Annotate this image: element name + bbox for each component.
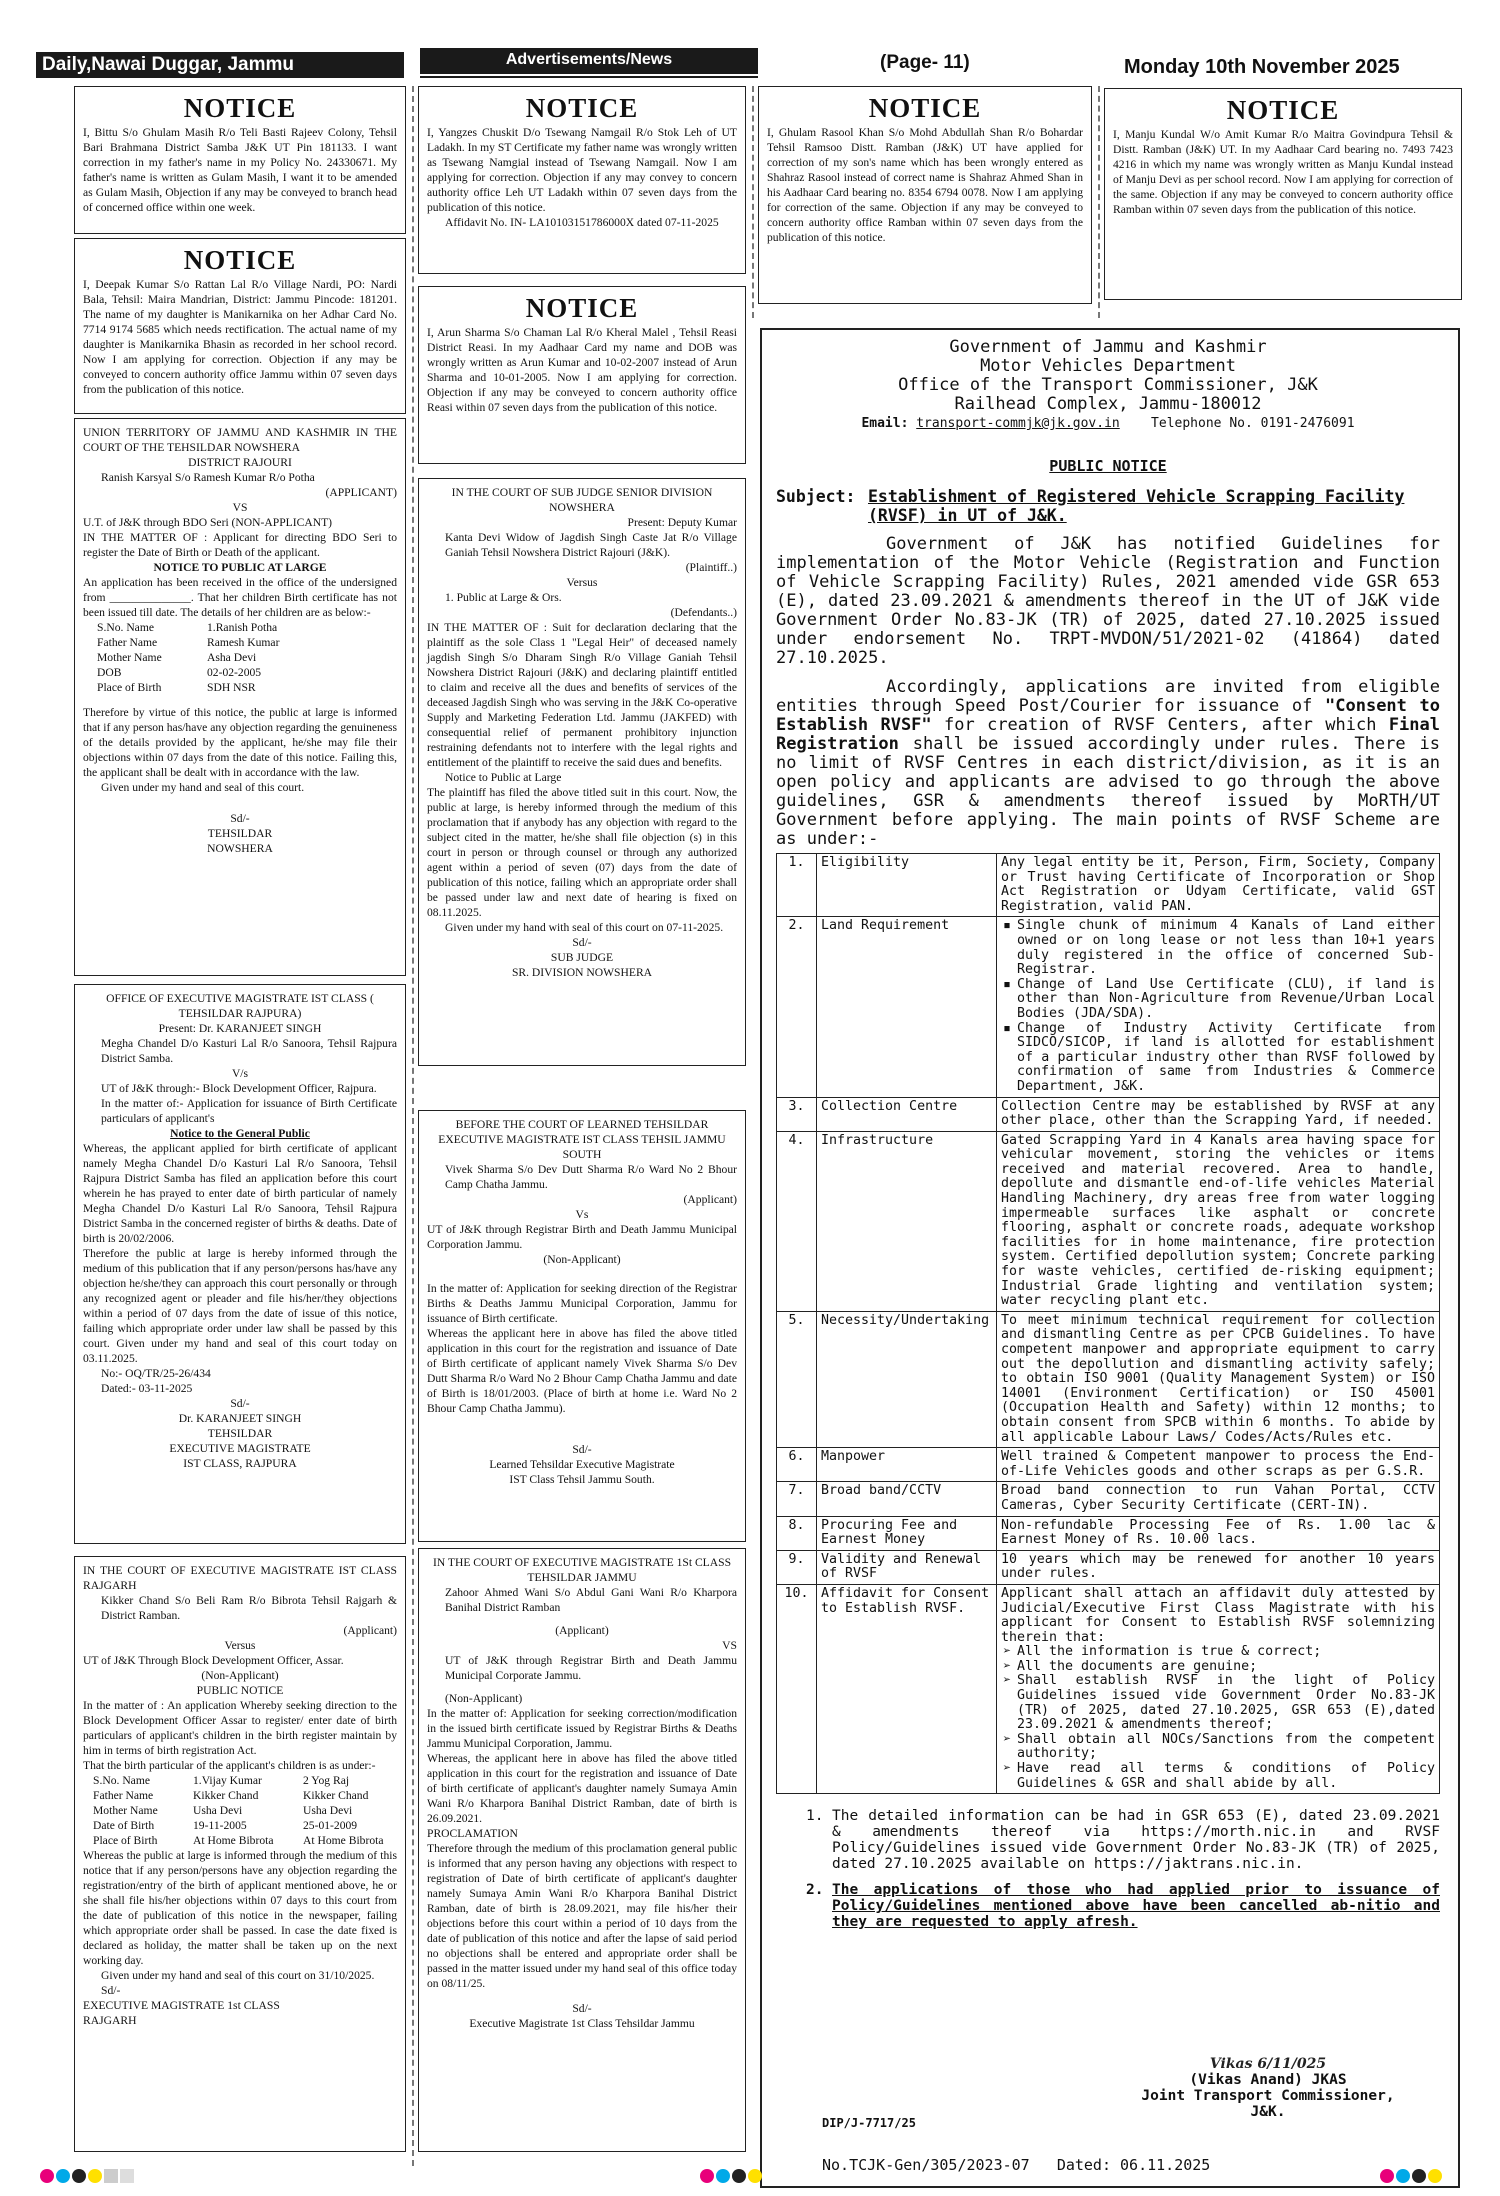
table-row <box>777 1131 1440 1311</box>
party: Kanta Devi Widow of Jagdish Singh Caste Jat R/o Village Ganiah Tehsil Nowshera District Rajouri (J&K). <box>445 531 737 559</box>
matter: In the matter of:- Application for issuance of Birth Certificate particulars of applicant's <box>101 1097 397 1125</box>
signatory-title: TEHSILDAR <box>207 1427 273 1440</box>
note-number: 1. <box>806 1808 824 1825</box>
table-row <box>83 1833 397 1848</box>
proclamation-title: PROCLAMATION <box>427 1827 518 1840</box>
row-point: Validity and Renewal of RVSF <box>817 1550 997 1584</box>
detail-value: 1.Ranish Potha <box>207 621 278 634</box>
row-number: 7. <box>777 1482 817 1516</box>
detail-label: Father Name <box>97 636 158 649</box>
list-item: ▪ Change of Land Use Certificate (CLU), if land is other than Non-Agriculture from Revenue/Urban Local Bodies (JDA/SDA). <box>1001 978 1435 1022</box>
row-number: 4. <box>777 1131 817 1311</box>
row-point: Manpower <box>817 1448 997 1482</box>
presiding-officer: Present: Deputy Kumar <box>627 516 737 529</box>
plaintiff-tag: (Plaintiff..) <box>685 561 737 574</box>
table-row <box>777 1448 1440 1482</box>
applicant-tag: (Applicant) <box>343 1624 397 1637</box>
grey-bar <box>120 2169 134 2183</box>
applicant-tag: (Applicant) <box>555 1624 609 1637</box>
table-cell: Mother Name <box>93 1804 158 1817</box>
list-item: ▪ Single chunk of minimum 4 Kanals of Land either owned or on long lease or not less than 10+1 years duly registered in the office of concerned Sub-Registrar. <box>1001 919 1435 977</box>
table-row <box>777 1516 1440 1550</box>
body-whereas: Whereas the public at large is informed through the medium of this notice that if any person/persons have any objection regarding the registration/entry of the birth of applicant mentioned above, he or she shall file his/her objections within 07 days to this court from the date of publication of this notice in the newspaper, failing which appropriate order shall be passed. In case the date fixed is declared as holiday, the matter shall be taken up on the next working day. <box>83 1849 397 1967</box>
notice-body: I, Yangzes Chuskit D/o Tsewang Namgail R/o Stok Leh of UT Ladakh. In my ST Certificate my father name was wrongly written as Tsewang Namgial instead of Tsewang Namgail. Now I am applying for correction. Objection if any may convey to concern authority office Leh UT Ladakh within 07 seven days from the publication of this notice. <box>427 126 737 214</box>
party: Ranish Karsyal S/o Ramesh Kumar R/o Potha <box>101 471 315 484</box>
subject-label: Subject: <box>776 487 856 506</box>
handwritten-signature: Vikas 6/11/025 <box>1209 2056 1327 2072</box>
table-cell: Kikker Chand <box>303 1789 369 1802</box>
notice-tehsildar-nowshera <box>74 418 406 976</box>
page-number: (Page- 11) <box>880 52 970 73</box>
body-proclamation: Therefore through the medium of this proclamation general public is informed that any person having any objections with respect to registration of Date of birth certificate of applicant's daughter namely Sumaya Amin Wani R/o Kharpora Banihal District Ramban, date of birth is 28.09.2021, may file his/her their objections before this court within a period of 10 days from the date of publication of this notice and after the lapse of said period no objections shall be entered and appropriate order shall be passed in the matter issued under my hand seal of this office today on 08/11/25. <box>427 1842 737 1990</box>
notice-rajgarh <box>74 1556 406 2152</box>
details-table <box>83 1773 397 1848</box>
court-title: IN THE COURT OF EXECUTIVE MAGISTRATE 1St CLASS TEHSILDAR JAMMU <box>432 1556 732 1584</box>
detail-value: 02-02-2005 <box>207 666 262 679</box>
notice-body: I, Ghulam Rasool Khan S/o Mohd Abdullah Shan R/o Bohardar Tehsil Ramsoo Distt. Ramban (J&K) UT have applied for correction of my son's name which has been wrongly entered as Shahraz Rasool instead of correct name is Shahraz Ahmed Shan in his Aadhaar Card bearing no. 8354 6794 0078. Now I am applying for correction of the same. Objection if any may be conveyed to concern authority office Ramban within 07 seven days from the publication of this notice. <box>767 126 1083 244</box>
description-text: To meet minimum technical requirement for collection and dismantling Centre as per CPCB Guidelines. To have competent manpower and appropriate equipment to carry out the depollution and dismantling activity safely; to obtain ISO 9001 (Quality Management System) or ISO 14001 (Environment Certification) or ISO 45001 (Occupation Health and Safety) within 12 months; to obtain consent from SPCB within 6 months. To abide by all applicable Labour Laws/ Codes/Acts/Rules etc. <box>1001 1312 1435 1445</box>
detail-value: SDH NSR <box>207 681 256 694</box>
row-point: Affidavit for Consent to Establish RVSF. <box>817 1584 997 1793</box>
body-whereas: Whereas, the applicant applied for birth certificate of applicant namely Megha Chandel D/o Kasturi Lal R/o Sanoora, Tehsil Rajpura District Samba has filed an application before this court wherein he has prayed to enter date of birth particular of namely Megha Chandel D/o Kasturi Lal R/o Sanoora, Tehsil Rajpura District Samba in the concerned register of births & deaths. Date of birth is 20/02/2006. <box>83 1142 397 1245</box>
matter: In the matter of : An application Whereby seeking direction to the Block Development Officer Assar to register/ enter date of birth particulars of applicant's children in the birth register maintain by him in terms of birth registration Act. <box>83 1699 397 1757</box>
row-description <box>997 854 1440 917</box>
notice-subtitle: Notice to Public at Large <box>445 771 562 784</box>
order-number: No:- OQ/TR/25-26/434 <box>101 1367 211 1380</box>
row-description <box>997 917 1440 1097</box>
table-cell: 1.Vijay Kumar <box>193 1774 262 1787</box>
row-point: Eligibility <box>817 854 997 917</box>
matter: In the matter of: Application for seeking direction of the Registrar Births & Deaths Jammu Municipal Corporation, Jammu for issuance of Birth certificate. <box>427 1282 737 1325</box>
section-title: Advertisements/News <box>420 48 758 72</box>
table-row <box>777 854 1440 917</box>
newspaper-name: Daily,Nawai Duggar, Jammu <box>36 52 404 78</box>
black-dot <box>1412 2169 1426 2183</box>
table-cell: Date of Birth <box>93 1819 155 1832</box>
affidavit-number: Affidavit No. IN- LA10103151786000X dated 07-11-2025 <box>445 216 719 229</box>
public-notice-rvsf <box>760 328 1460 2188</box>
detail-row <box>83 620 397 635</box>
row-point: Procuring Fee and Earnest Money <box>817 1516 997 1550</box>
versus: Versus <box>224 1639 256 1652</box>
body-given: Given under my hand and seal of this court. <box>101 781 305 794</box>
signatory-name: Dr. KARANJEET SINGH <box>178 1412 302 1425</box>
signature-block <box>1108 2056 1428 2120</box>
list-item: ➢ Have read all terms & conditions of Policy Guidelines & GSR and shall abide by all. <box>1001 1762 1435 1791</box>
detail-label: Place of Birth <box>97 681 162 694</box>
reference-line <box>822 2156 1210 2174</box>
matter: IN THE MATTER OF : Applicant for directing BDO Seri to register the Date of Birth or Death of the applicant. <box>83 531 397 559</box>
table-row <box>777 1097 1440 1131</box>
row-description <box>997 1482 1440 1516</box>
signatory-title: SUB JUDGE <box>550 951 614 964</box>
list-item: ➢ All the information is true & correct; <box>1001 1645 1435 1660</box>
row-number: 5. <box>777 1311 817 1447</box>
notice-manju-kundal <box>1104 88 1462 300</box>
list-item: ▪ Change of Industry Activity Certificate from SIDCO/SICOP, if land is allotted for establishment of a particular industry other than RVSF followed by confirmation of same from Industries & Commerce Department, J&K. <box>1001 1022 1435 1095</box>
respondent: UT of J&K through Registrar Birth and Death Jammu Municipal Corporation Jammu. <box>427 1223 737 1251</box>
description-text: Broad band connection to run Vahan Portal, CCTV Cameras, Cyber Security Certificate (CERT-IN). <box>1001 1483 1435 1513</box>
signatory-title: TEHSILDAR <box>207 827 273 840</box>
para-emphasis: Final Registration <box>776 715 1440 754</box>
magenta-dot <box>40 2169 54 2183</box>
row-point: Land Requirement <box>817 917 997 1097</box>
cyan-dot <box>716 2169 730 2183</box>
notice-tehsildar-jammu <box>418 1548 746 2152</box>
signatory-office: J&K. <box>1250 2104 1286 2120</box>
table-cell: At Home Bibrota <box>303 1834 384 1847</box>
signatory-office: RAJGARH <box>83 2014 137 2027</box>
detail-label: S.No. Name <box>97 621 154 634</box>
versus: V/s <box>231 1067 249 1080</box>
notice-yangzes <box>418 86 746 274</box>
body-whereas: Whereas the applicant here in above has filed the above titled application in this court for the registration and issuance of Date of Birth certificate of applicant namely Vivek Sharma S/o Dev Dutt Sharma R/o Ward No 2 Bhour Camp Chatha Jammu and date of Birth is 18/01/2003. (Place of birth at home i.e. Ward No 2 Bhour Camp Chatha Jammu). <box>427 1327 737 1415</box>
respondent: UT of J&K Through Block Development Officer, Assar. <box>83 1654 344 1667</box>
row-point: Infrastructure <box>817 1131 997 1311</box>
row-number: 9. <box>777 1550 817 1584</box>
notice-arun <box>418 286 746 464</box>
detail-row <box>83 665 397 680</box>
signatory-title: Learned Tehsildar Executive Magistrate <box>489 1458 675 1471</box>
signatory-name: (Vikas Anand) JKAS <box>1189 2072 1347 2088</box>
court-title: IN THE COURT OF EXECUTIVE MAGISTRATE IST CLASS RAJGARH <box>83 1564 397 1592</box>
body-given: Given under my hand with seal of this court on 07-11-2025. <box>445 921 724 934</box>
table-cell: 2 Yog Raj <box>303 1774 350 1787</box>
respondent: 1. Public at Large & Ors. <box>445 591 562 604</box>
row-description <box>997 1584 1440 1793</box>
row-description <box>997 1097 1440 1131</box>
applicant-tag: (APPLICANT) <box>325 486 397 499</box>
table-cell: Place of Birth <box>93 1834 158 1847</box>
notice-bittu <box>74 86 406 234</box>
body-whereas: Whereas, the applicant here in above has filed the above titled application in this court for the registration and issuance of Date of birth certificate of applicant's daughter namely Sumaya Amin Wani R/o Kharpora Banihal District Ramban, date of birth is 26.09.2021. <box>427 1752 737 1825</box>
description-text: Collection Centre may be established by RVSF at any other place, other than the Scrapping Yard, if needed. <box>1001 1098 1435 1129</box>
description-text: Any legal entity be it, Person, Firm, Society, Company or Trust having Certificate of Incorporation or Shop Act Registration or Udyam Certificate, valid GST Registration, valid PAN. <box>1001 855 1435 914</box>
table-cell: Usha Devi <box>303 1804 353 1817</box>
cyan-dot <box>1396 2169 1410 2183</box>
table-row <box>83 1788 397 1803</box>
row-description <box>997 1516 1440 1550</box>
row-number: 1. <box>777 854 817 917</box>
column-divider <box>752 86 754 318</box>
signatory-office: EXECUTIVE MAGISTRATE <box>169 1442 311 1455</box>
para-text: shall be issued accordingly under rules. There is no limit of RVSF Centres in each district/division, as it is an open policy and applicants are advised to go through the above guidelines, GSR & amendments thereof issued by MoRTH/UT Government before applying. The main points of RVSF Scheme are as under:- <box>776 734 1440 849</box>
note-1 <box>776 1808 1440 1872</box>
para-text: for creation of RVSF Centers, after which <box>931 715 1389 735</box>
rvsf-points-table <box>776 853 1440 1794</box>
note-text: The detailed information can be had in GSR 653 (E), dated 23.09.2021 & amendments thereof via https://morth.nic.in and RVSF Policy/Guidelines issued vide Government Order No.83-JK (TR) of 2025, dated 27.10.2025 available on https://jaktrans.nic.in. <box>832 1808 1440 1873</box>
non-applicant-tag: (Non-Applicant) <box>201 1669 279 1682</box>
table-row <box>777 1311 1440 1447</box>
table-row <box>83 1803 397 1818</box>
print-registration-marks <box>40 2168 134 2184</box>
row-point: Collection Centre <box>817 1097 997 1131</box>
signature-sd: Sd/- <box>572 1443 592 1456</box>
court-title: UNION TERRITORY OF JAMMU AND KASHMIR IN THE COURT OF THE TEHSILDAR NOWSHERA <box>83 426 397 454</box>
detail-row <box>83 680 397 695</box>
respondent: UT of J&K through Registrar Birth and Death Jammu Municipal Corporate Jammu. <box>445 1654 737 1682</box>
black-dot <box>72 2169 86 2183</box>
signatory-office: SR. DIVISION NOWSHERA <box>511 966 653 979</box>
table-row <box>83 1818 397 1833</box>
notice-heading: NOTICE <box>183 245 297 275</box>
section-underline <box>420 72 758 80</box>
signatory-office-2: IST CLASS, RAJPURA <box>183 1457 297 1470</box>
notice-heading: NOTICE <box>868 93 982 123</box>
signature-sd: Sd/- <box>230 812 250 825</box>
notice-title: PUBLIC NOTICE <box>1049 457 1167 475</box>
table-row <box>777 1550 1440 1584</box>
notice-body: I, Deepak Kumar S/o Rattan Lal R/o Village Nardi, PO: Nardi Bala, Tehsil: Maira Mandrian, District: Jammu Pincode: 181201. The name of my daughter is Manikarnika on her Adhar Card No. 7714 9174 5685 which needs rectification. The actual name of my daughter is Manikarnika Bhasin as recorded in her school record. Now I am applying for correction. Objection if any may be conveyed to concern authority office Jammu within 07 seven days from the publication of this notice. <box>83 278 397 396</box>
detail-row <box>83 650 397 665</box>
versus: VS <box>722 1639 737 1652</box>
column-divider <box>1098 86 1100 318</box>
versus: Versus <box>566 576 598 589</box>
signature-sd: Sd/- <box>572 936 592 949</box>
row-number: 8. <box>777 1516 817 1550</box>
notice-title: Notice to the General Public <box>170 1127 310 1140</box>
cyan-dot <box>56 2169 70 2183</box>
respondent: U.T. of J&K through BDO Seri (NON-APPLICANT) <box>83 516 333 529</box>
yellow-dot <box>1428 2169 1442 2183</box>
table-cell: 25-01-2009 <box>303 1819 358 1832</box>
applicant-tag: (Applicant) <box>683 1193 737 1206</box>
table-row <box>777 1482 1440 1516</box>
table-cell: Father Name <box>93 1789 154 1802</box>
print-registration-marks <box>1380 2168 1442 2184</box>
description-list <box>1001 919 1435 1094</box>
defendants-tag: (Defendants..) <box>670 606 737 619</box>
court-title: IN THE COURT OF SUB JUDGE SENIOR DIVISION NOWSHERA <box>451 486 713 514</box>
non-applicant-tag: (Non-Applicant) <box>445 1692 523 1705</box>
row-point: Broad band/CCTV <box>817 1482 997 1516</box>
detail-value: Ramesh Kumar <box>207 636 280 649</box>
row-description <box>997 1448 1440 1482</box>
description-list <box>1001 1645 1435 1791</box>
description-text: Non-refundable Processing Fee of Rs. 1.00 lac & Earnest Money of Rs. 10.00 lacs. <box>1001 1517 1435 1548</box>
notice-heading: NOTICE <box>1226 95 1340 125</box>
telephone: Telephone No. 0191-2476091 <box>1151 416 1355 431</box>
table-cell: At Home Bibrota <box>193 1834 274 1847</box>
dip-number: DIP/J-7717/25 <box>822 2116 916 2130</box>
order-date: Dated:- 03-11-2025 <box>101 1382 193 1395</box>
notice-body: I, Manju Kundal W/o Amit Kumar R/o Maitra Govindpura Tehsil & Distt. Ramban (J&K) UT. In my Aadhaar Card bearing no. 7493 7423 4216 in which my name was wrongly written as Manju Kundal instead of Manju Devi as per school record. Now I am applying for correction of the same. Objection if any may be conveyed to concern authority office Ramban within 07 seven days from the publication of this notice. <box>1113 128 1453 216</box>
issue-date: Monday 10th November 2025 <box>1124 56 1400 78</box>
versus: Vs <box>575 1208 589 1221</box>
respondent: UT of J&K through:- Block Development Officer, Rajpura. <box>101 1082 377 1095</box>
notes <box>776 1808 1440 1930</box>
body-intro: An application has been received in the office of the undersigned from ______________. That her children Birth certificate has not been issued till date. The details of her children are as below:- <box>83 576 397 619</box>
yellow-dot <box>748 2169 762 2183</box>
office-address: Railhead Complex, Jammu-180012 <box>954 394 1262 414</box>
signature-sd: Sd/- <box>230 1397 250 1410</box>
table-row <box>777 1584 1440 1793</box>
email-label: Email: <box>861 416 909 431</box>
district: DISTRICT RAJOURI <box>188 456 292 469</box>
reference-date: Dated: 06.11.2025 <box>1056 2156 1211 2174</box>
detail-value: Asha Devi <box>207 651 257 664</box>
notice-body: I, Arun Sharma S/o Chaman Lal R/o Kheral Malel , Tehsil Reasi District Reasi. In my Aadhaar Card my name and DOB was wrongly written as Arun Kumar and 10-02-2007 instead of Arun Sharma and 10-01-2005. Now I am applying for correction. Objection if any may be conveyed to concern authority office Reasi within 07 seven days from the publication of this notice. <box>427 326 737 414</box>
subject-text: Establishment of Registered Vehicle Scrapping Facility (RVSF) in UT of J&K. <box>868 487 1405 525</box>
list-item: ➢ All the documents are genuine; <box>1001 1660 1435 1675</box>
signatory-office: IST Class Tehsil Jammu South. <box>509 1473 655 1486</box>
contact-line <box>776 414 1440 433</box>
body-objection: Therefore by virtue of this notice, the public at large is informed that if any person has/have any objection regarding the genuineness of the details provided by the applicant, he/she may file their objections within 07 days from the date of this notice. Failing this, the applicant shall be dealt with in accordance with the law. <box>83 706 397 779</box>
table-row <box>83 1773 397 1788</box>
description-text: Applicant shall attach an affidavit duly attested by Judicial/Executive First Class Magistrate with his applicant for Consent to Establish RVSF solemnizing therein that: <box>1001 1585 1435 1645</box>
party: Kikker Chand S/o Beli Ram R/o Bibrota Tehsil Rajgarh & District Ramban. <box>101 1594 397 1622</box>
party: Zahoor Ahmed Wani S/o Abdul Gani Wani R/o Kharpora Banihal District Ramban <box>445 1586 737 1614</box>
signature-sd: Sd/- <box>572 2002 592 2015</box>
notice-title: NOTICE TO PUBLIC AT LARGE <box>153 561 327 574</box>
signature-sd: Sd/- <box>101 1984 121 1997</box>
body-main: The plaintiff has filed the above titled suit in this court. Now, the public at large, is hereby informed through the medium of this proclamation that if anybody has any objection with regard to the subject cited in the matter, he/she shall file objection (s) in this court in person or through counsel or through any authorized agent within a period of seven (07) days from the date of publication of this notice, failing which an appropriate order shall be passed under law and next date of hearing is fixed on 08.11.2025. <box>427 786 737 919</box>
row-number: 10. <box>777 1584 817 1793</box>
court-title: OFFICE OF EXECUTIVE MAGISTRATE IST CLASS ( TEHSILDAR RAJPURA) <box>106 992 374 1020</box>
email-link[interactable]: transport-commjk@jk.gov.in <box>916 416 1120 431</box>
table-cell: 19-11-2005 <box>193 1819 247 1832</box>
black-dot <box>732 2169 746 2183</box>
para-guidelines: Government of J&K has notified Guidelines for implementation of the Motor Vehicle (Registration and Function of Vehicle Scrapping Facility) Rules, 2021 amended vide GSR 653 (E), dated 23.09.2021 & amendments thereof in the UT of J&K vide Government Order No.83-JK (TR) of 2025, dated 27.10.2025 issued under endorsement No. TRPT-MVDON/51/2021-02 (41864) dated 27.10.2025. <box>776 534 1440 668</box>
list-item: ➢ Shall establish RVSF in the light of Policy Guidelines issued vide Government Order No.83-JK (TR) of 2025, dated 27.10.2025, GSR 653 (E),dated 23.09.2021 & amendments thereof; <box>1001 1674 1435 1732</box>
notice-body: I, Bittu S/o Ghulam Masih R/o Teli Basti Rajeev Colony, Tehsil Bari Brahmana District Samba J&K UT Pin 181133. I want correction in my father's name in my Policy No. 24330671. My father's name is written as Gulam Masih, I want it to be amended as Gulam Masih, Objection if any may be conveyed to branch head of concerned office within one week. <box>83 126 397 214</box>
table-row <box>777 917 1440 1097</box>
notice-deepak <box>74 238 406 414</box>
signatory-office: NOWSHERA <box>207 842 273 855</box>
note-2 <box>776 1882 1440 1930</box>
row-description <box>997 1131 1440 1311</box>
notice-rajpura <box>74 984 406 1544</box>
description-text: 10 years which may be renewed for another 10 years under rules. <box>1001 1551 1435 1582</box>
notice-heading: NOTICE <box>183 93 297 123</box>
yellow-dot <box>88 2169 102 2183</box>
para-emphasis: "Consent to Establish RVSF" <box>776 696 1440 735</box>
row-description <box>997 1311 1440 1447</box>
subject-line <box>776 487 1440 525</box>
para-applications <box>776 678 1440 849</box>
row-number: 2. <box>777 917 817 1097</box>
party: Megha Chandel D/o Kasturi Lal R/o Sanoora, Tehsil Rajpura District Samba. <box>101 1037 397 1065</box>
column-divider <box>412 86 414 2166</box>
versus: VS <box>232 501 248 514</box>
body-therefore: Therefore the public at large is hereby informed through the medium of this publication that if any person/persons has/have any objection he/she/they can approach this court personally or through any recognized agent or pleader and file his/her/they objections within a period of 07 days from the date of issue of this notice, failing which appropriate order under law shall be passed by this court. Given under my hand and seal of this court today on 03.11.2025. <box>83 1247 397 1365</box>
notice-heading: NOTICE <box>525 293 639 323</box>
signatory-title: EXECUTIVE MAGISTRATE 1st CLASS <box>83 1999 280 2012</box>
row-number: 3. <box>777 1097 817 1131</box>
office-letterhead <box>776 338 1440 433</box>
department-name: Motor Vehicles Department <box>980 356 1236 376</box>
magenta-dot <box>1380 2169 1394 2183</box>
govt-name: Government of Jammu and Kashmir <box>949 337 1267 357</box>
print-registration-marks <box>700 2168 762 2184</box>
signatory-title: Joint Transport Commissioner, <box>1141 2088 1395 2104</box>
row-point: Necessity/Undertaking <box>817 1311 997 1447</box>
signatory-title: Executive Magistrate 1st Class Tehsildar Jammu <box>469 2017 695 2030</box>
table-cell: Usha Devi <box>193 1804 243 1817</box>
magenta-dot <box>700 2169 714 2183</box>
matter: IN THE MATTER OF : Suit for declaration declaring that the plaintiff as the sole Class 1 "Legal Heir" of deceased namely jagdish Singh S/o Dharam Singh R/o Village Ganiah Tehsil Nowshera District Rajouri (J&K) and declaring plaintiff entitled to claim and receive all the dues and benefits of services of the deceased Jagdish Singh who was serving in the J&K Co-operative Supply and Marketing Federation Ltd. Jammu (JAKFED) with consequential relief of permanent prohibitory injunction restraining defendants not to interfere with the legal rights and entitlement of the plaintiff to receive the said dues and benefits. <box>427 621 737 769</box>
note-text: The applications of those who had applied prior to issuance of Policy/Guidelines mentioned above have been cancelled ab-nitio and they are requested to apply afresh. <box>832 1882 1440 1931</box>
non-applicant-tag: (Non-Applicant) <box>543 1253 621 1266</box>
detail-row <box>83 635 397 650</box>
row-description <box>997 1550 1440 1584</box>
body-given: Given under my hand and seal of this court on 31/10/2025. <box>101 1969 375 1982</box>
court-title: BEFORE THE COURT OF LEARNED TEHSILDAR EXECUTIVE MAGISTRATE IST CLASS TEHSIL JAMMU SOUTH <box>438 1118 726 1161</box>
table-cell: Kikker Chand <box>193 1789 259 1802</box>
notice-sub-judge-nowshera <box>418 478 746 1066</box>
matter: In the matter of: Application for seeking correction/modification in the issued birth certificate issued by Registrar Births & Deaths Jammu Municipal Corporation, Jammu. <box>427 1707 737 1750</box>
notice-ghulam-rasool <box>758 86 1092 304</box>
description-text: Well trained & Competent manpower to process the End-of-Life Vehicles goods and other scraps as per G.S.R. <box>1001 1449 1435 1479</box>
office-name: Office of the Transport Commissioner, J&K <box>898 375 1318 395</box>
para-text: Accordingly, applications are invited from eligible entities through Speed Post/Courier for issuance of <box>776 677 1440 716</box>
list-item: ➢ Shall obtain all NOCs/Sanctions from the competent authority; <box>1001 1733 1435 1762</box>
detail-label: Mother Name <box>97 651 162 664</box>
table-cell: S.No. Name <box>93 1774 150 1787</box>
notice-title: PUBLIC NOTICE <box>196 1684 284 1697</box>
detail-label: DOB <box>97 666 122 679</box>
grey-bar <box>104 2169 118 2183</box>
reference-number: No.TCJK-Gen/305/2023-07 <box>822 2156 1030 2174</box>
notice-heading: NOTICE <box>525 93 639 123</box>
note-number: 2. <box>806 1882 824 1899</box>
body-intro: That the birth particular of the applicant's children is as under:- <box>83 1759 376 1772</box>
notice-jammu-south <box>418 1110 746 1542</box>
presiding-officer: Present: Dr. KARANJEET SINGH <box>158 1022 322 1035</box>
description-text: Gated Scrapping Yard in 4 Kanals area having space for vehicular movement, storing the vehicles or items received and material recovered. Area to handle, depollute and dismantle end-of-life vehicles Material Handling Machinery, dry areas free from water logging impermeable surfaces like asphalt or concrete flooring, asphalt or concrete roads, adequate workshop facilities for in home maintenance, fire protection system. Certified depollution system; Concrete parking for waste vehicles, certified de-risking equipment; Industrial Grade lighting and ventilation system; water recycling plant etc. <box>1001 1132 1435 1309</box>
details-list <box>83 620 397 695</box>
party: Vivek Sharma S/o Dev Dutt Sharma R/o Ward No 2 Bhour Camp Chatha Jammu. <box>445 1163 737 1191</box>
row-number: 6. <box>777 1448 817 1482</box>
